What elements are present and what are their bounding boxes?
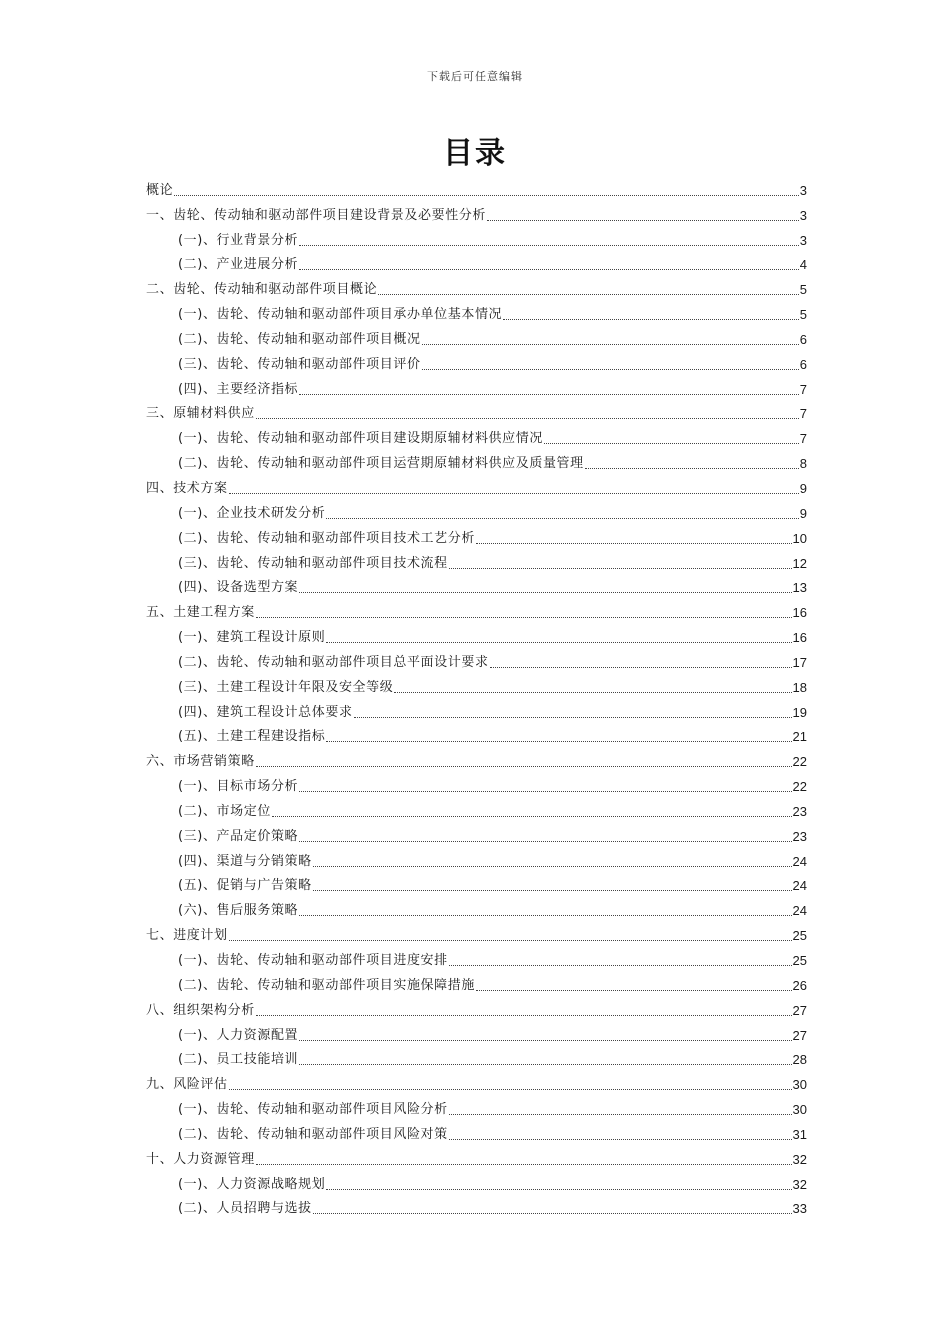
toc-entry-text: (六)、售后服务策略 [178,903,299,919]
toc-entry-page: 3 [799,232,807,248]
toc-dot-leader [256,418,799,419]
toc-entry-page: 25 [792,953,807,968]
toc-dot-leader [299,841,791,842]
toc-entry[interactable] [146,623,807,648]
toc-entry-text: (一)、建筑工程设计原则 [178,630,326,646]
toc-dot-leader [256,1164,792,1165]
toc-dot-leader [422,344,799,345]
toc-entry[interactable] [146,872,807,897]
toc-entry[interactable] [146,275,807,300]
toc-entry-page: 32 [792,1176,807,1192]
toc-dot-leader [326,642,791,643]
toc-entry[interactable] [146,350,807,375]
toc-entry-page: 6 [799,356,807,372]
toc-dot-leader [229,493,799,494]
toc-dot-leader [299,269,799,270]
toc-entry-text: 概论 [146,182,174,198]
toc-entry-page: 9 [799,505,807,521]
toc-dot-leader [449,965,792,966]
toc-entry[interactable] [146,226,807,251]
toc-dot-leader [272,816,792,817]
toc-dot-leader [326,741,791,742]
toc-entry-page: 7 [799,406,807,422]
toc-entry[interactable] [146,971,807,996]
toc-entry-page: 21 [792,729,807,745]
toc-entry[interactable] [146,1170,807,1195]
toc-entry[interactable] [146,549,807,574]
toc-dot-leader [299,915,791,916]
toc-entry[interactable] [146,176,807,201]
toc-dot-leader [585,468,799,469]
toc-entry-text: 八、组织架构分析 [146,1002,255,1018]
toc-list [146,176,807,1219]
toc-entry-page: 19 [792,704,807,720]
toc-dot-leader [487,220,799,221]
toc-dot-leader [476,543,792,544]
toc-entry-text: (一)、行业背景分析 [178,232,299,248]
toc-entry-text: (二)、齿轮、传动轴和驱动部件项目实施保障措施 [178,977,475,993]
toc-dot-leader [256,1015,792,1016]
toc-entry-text: (一)、齿轮、传动轴和驱动部件项目建设期原辅材料供应情况 [178,431,543,447]
toc-entry-page: 32 [792,1151,807,1167]
toc-entry[interactable] [146,201,807,226]
toc-entry-text: (一)、齿轮、传动轴和驱动部件项目进度安排 [178,953,448,968]
toc-entry-page: 27 [792,1002,807,1018]
toc-entry-text: (一)、目标市场分析 [178,779,299,795]
toc-entry-page: 23 [792,803,807,819]
toc-dot-leader [174,195,799,196]
toc-dot-leader [449,1114,792,1115]
toc-entry[interactable] [146,896,807,921]
toc-entry[interactable] [146,921,807,946]
toc-entry-page: 24 [792,853,807,869]
toc-entry[interactable] [146,847,807,872]
toc-entry-text: 二、齿轮、传动轴和驱动部件项目概论 [146,282,378,298]
toc-entry-page: 8 [799,456,807,472]
toc-entry-text: (五)、土建工程建设指标 [178,729,326,745]
toc-dot-leader [449,568,792,569]
toc-entry-page: 22 [792,779,807,795]
toc-entry[interactable] [146,325,807,350]
toc-entry[interactable] [146,747,807,772]
toc-entry-page: 16 [792,605,807,621]
toc-entry[interactable] [146,723,807,748]
toc-entry[interactable] [146,499,807,524]
toc-entry[interactable] [146,449,807,474]
toc-title: 目录 [443,136,507,171]
toc-entry-page: 30 [792,1077,807,1093]
toc-entry[interactable] [146,1145,807,1170]
toc-entry-page: 22 [792,754,807,770]
toc-entry[interactable] [146,1095,807,1120]
toc-entry-page: 33 [792,1201,807,1217]
toc-entry[interactable] [146,698,807,723]
toc-entry-page: 26 [792,977,807,993]
toc-entry[interactable] [146,772,807,797]
toc-dot-leader [394,692,791,693]
toc-entry-page: 25 [792,928,807,944]
toc-dot-leader [229,940,792,941]
toc-dot-leader [299,245,799,246]
toc-entry-text: (三)、产品定价策略 [178,828,299,844]
toc-entry-text: (二)、齿轮、传动轴和驱动部件项目运营期原辅材料供应及质量管理 [178,456,584,472]
toc-dot-leader [299,592,791,593]
toc-entry-text: (一)、人力资源配置 [178,1027,299,1043]
toc-entry-page: 12 [792,555,807,571]
toc-entry-page: 23 [792,828,807,844]
toc-dot-leader [544,443,799,444]
toc-entry[interactable] [146,1195,807,1220]
toc-entry-page: 24 [792,903,807,919]
toc-dot-leader [503,319,799,320]
toc-dot-leader [378,294,799,295]
toc-entry-page: 28 [792,1052,807,1068]
toc-entry-text: (二)、齿轮、传动轴和驱动部件项目总平面设计要求 [178,654,489,670]
toc-entry[interactable] [146,1120,807,1145]
toc-entry-text: (三)、土建工程设计年限及安全等级 [178,679,394,695]
toc-entry-text: 九、风险评估 [146,1077,228,1093]
toc-entry[interactable] [146,574,807,599]
toc-dot-leader [326,518,798,519]
toc-entry-text: (三)、齿轮、传动轴和驱动部件项目评价 [178,356,421,372]
toc-entry-text: (四)、设备选型方案 [178,580,299,596]
toc-entry-page: 27 [792,1027,807,1043]
toc-entry[interactable] [146,1070,807,1095]
toc-entry-page: 4 [799,257,807,273]
toc-entry-text: (二)、人员招聘与选拔 [178,1201,312,1217]
toc-dot-leader [422,369,799,370]
toc-entry-text: 四、技术方案 [146,480,228,496]
toc-entry-text: 一、齿轮、传动轴和驱动部件项目建设背景及必要性分析 [146,207,487,223]
toc-entry[interactable] [146,946,807,971]
toc-entry-page: 13 [792,580,807,596]
toc-entry[interactable] [146,424,807,449]
toc-entry[interactable] [146,1046,807,1071]
toc-dot-leader [490,667,792,668]
toc-entry-text: (四)、渠道与分销策略 [178,853,312,869]
toc-entry-text: 七、进度计划 [146,928,228,944]
toc-entry-page: 7 [799,381,807,397]
toc-entry-page: 18 [792,679,807,695]
toc-entry-page: 9 [799,480,807,496]
toc-dot-leader [299,1064,791,1065]
toc-entry-text: (四)、主要经济指标 [178,381,299,397]
toc-entry-page: 30 [792,1102,807,1118]
header-note: 下载后可任意编辑 [427,70,523,83]
toc-entry-text: (一)、齿轮、传动轴和驱动部件项目承办单位基本情况 [178,307,503,323]
toc-dot-leader [299,791,791,792]
toc-entry-page: 16 [792,630,807,646]
toc-dot-leader [313,890,792,891]
toc-entry[interactable] [146,1021,807,1046]
toc-dot-leader [299,1040,791,1041]
toc-entry-page: 7 [799,431,807,447]
toc-entry-text: (二)、市场定位 [178,803,271,819]
toc-dot-leader [313,866,792,867]
toc-entry[interactable] [146,822,807,847]
toc-entry-text: (三)、齿轮、传动轴和驱动部件项目技术流程 [178,555,448,571]
toc-entry-text: (五)、促销与广告策略 [178,878,312,894]
toc-entry-page: 3 [799,182,807,198]
toc-dot-leader [256,617,792,618]
toc-entry-page: 5 [799,282,807,298]
toc-entry-text: (一)、企业技术研发分析 [178,505,326,521]
toc-entry-text: 六、市场营销策略 [146,754,255,770]
toc-entry-text: (一)、人力资源战略规划 [178,1176,326,1192]
toc-dot-leader [326,1189,791,1190]
toc-entry-text: 十、人力资源管理 [146,1151,255,1167]
toc-entry[interactable] [146,474,807,499]
toc-entry-page: 10 [792,530,807,546]
toc-entry-text: (二)、齿轮、传动轴和驱动部件项目技术工艺分析 [178,530,475,546]
toc-entry-text: (四)、建筑工程设计总体要求 [178,704,353,720]
toc-entry-text: (二)、产业进展分析 [178,257,299,273]
toc-entry-page: 6 [799,331,807,347]
toc-entry-page: 24 [792,878,807,894]
toc-dot-leader [256,766,792,767]
toc-entry[interactable] [146,524,807,549]
toc-entry-page: 17 [792,654,807,670]
toc-entry-page: 5 [799,307,807,323]
toc-dot-leader [354,717,792,718]
toc-entry-text: (二)、齿轮、传动轴和驱动部件项目概况 [178,331,421,347]
toc-entry[interactable] [146,400,807,425]
toc-dot-leader [449,1139,792,1140]
toc-entry[interactable] [146,251,807,276]
toc-entry[interactable] [146,797,807,822]
toc-entry-text: 三、原辅材料供应 [146,406,255,422]
toc-entry[interactable] [146,648,807,673]
toc-entry[interactable] [146,996,807,1021]
toc-dot-leader [313,1213,792,1214]
toc-dot-leader [229,1089,792,1090]
toc-entry-text: (二)、员工技能培训 [178,1052,299,1068]
toc-entry-text: (二)、齿轮、传动轴和驱动部件项目风险对策 [178,1126,448,1142]
toc-entry[interactable] [146,598,807,623]
toc-dot-leader [299,394,799,395]
toc-entry-text: 五、土建工程方案 [146,605,255,621]
toc-dot-leader [476,990,792,991]
toc-entry-page: 3 [799,207,807,223]
toc-entry[interactable] [146,673,807,698]
toc-entry[interactable] [146,375,807,400]
toc-entry-text: (一)、齿轮、传动轴和驱动部件项目风险分析 [178,1102,448,1118]
toc-entry[interactable] [146,300,807,325]
toc-entry-page: 31 [792,1126,807,1142]
